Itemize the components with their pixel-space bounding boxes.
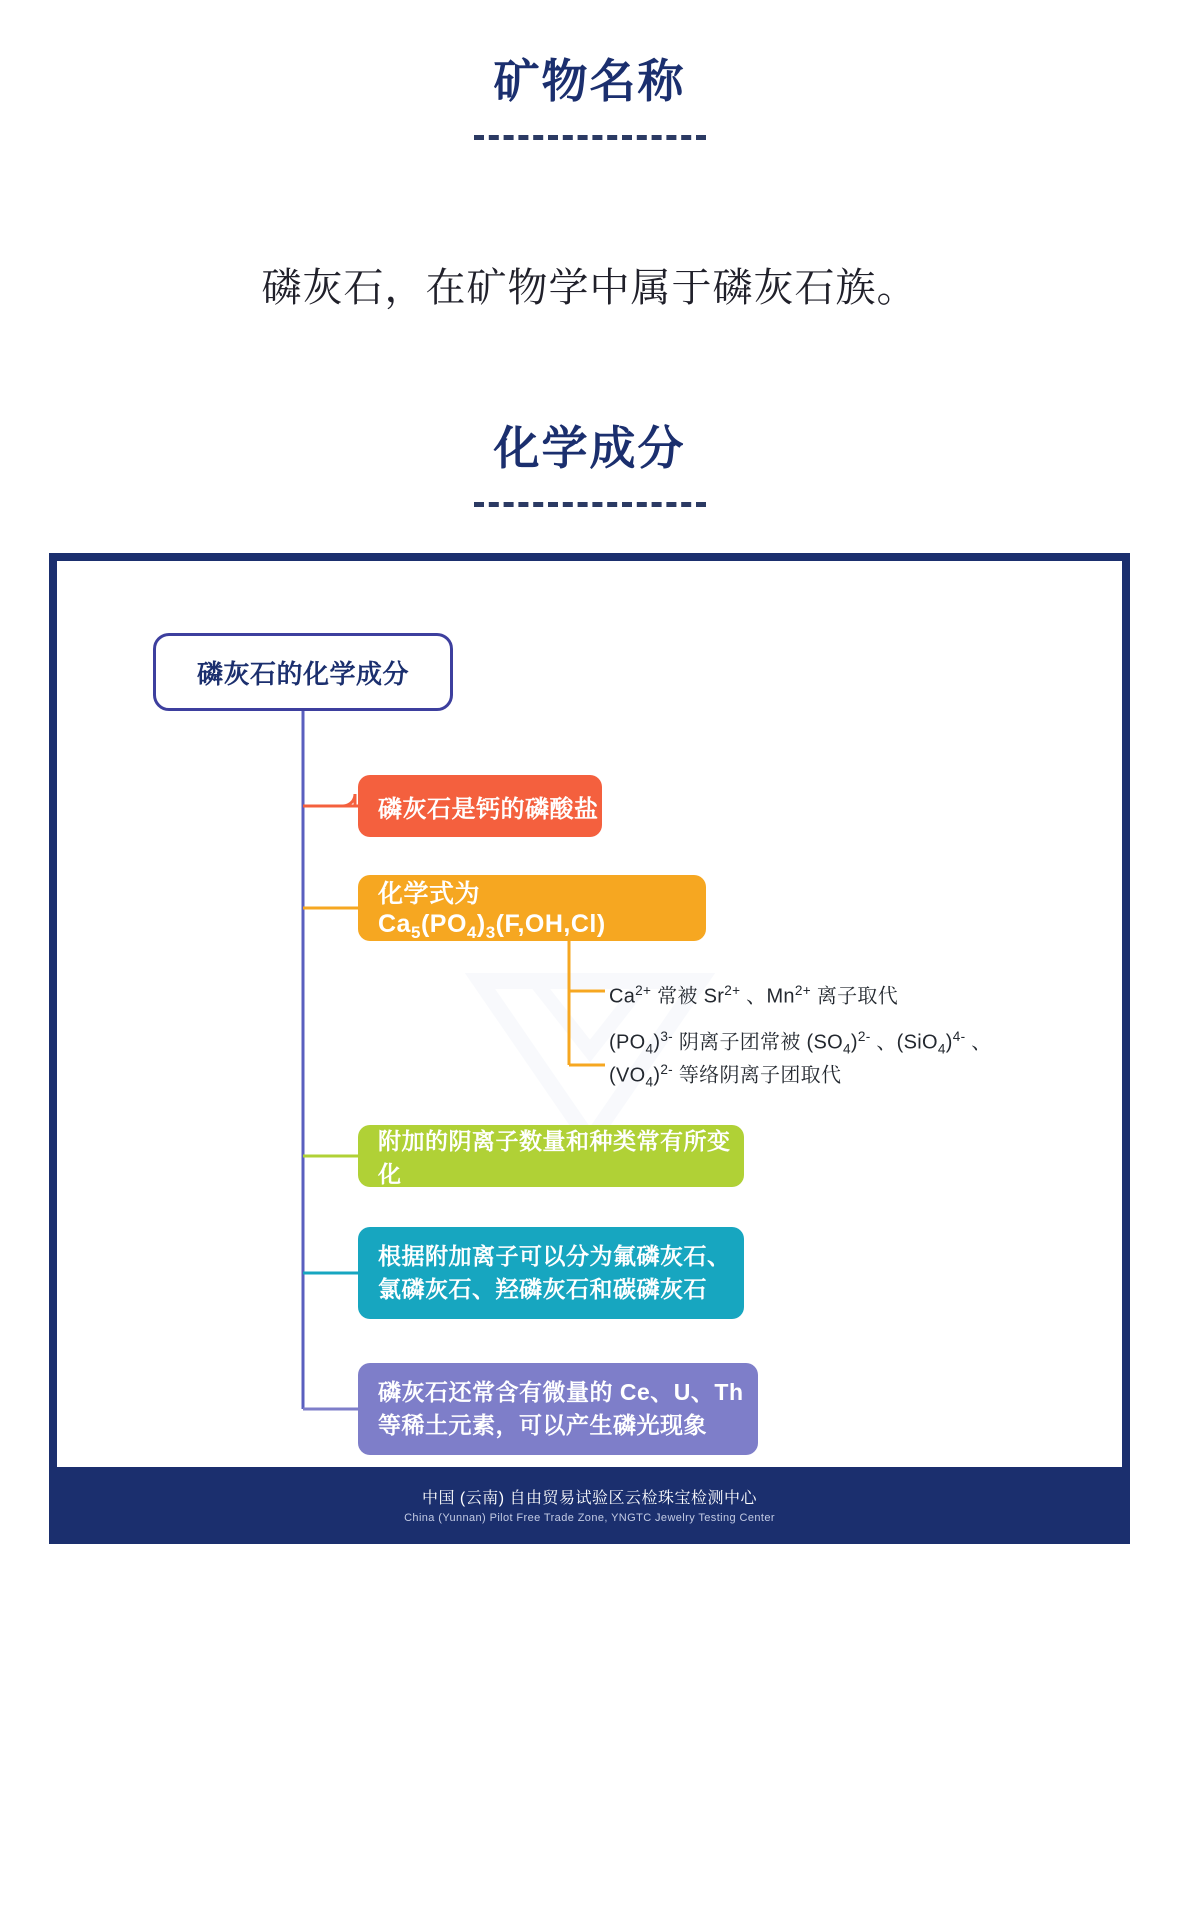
mindmap-node-classification [358,1227,744,1319]
mindmap-node-phosphate [358,775,602,837]
dashed-divider [474,502,706,507]
footer-text-cn: 中国 (云南) 自由贸易试验区云检珠宝检测中心 [421,1490,758,1508]
section-title: 化学成分 [493,422,686,475]
mindmap-card [49,553,1130,1544]
mindmap-node-formula [358,875,706,941]
mindmap-node-anion-variation [358,1125,744,1187]
mindmap-node-label: 磷灰石还常含有微量的 Ce、U、Th 等稀土元素，可以产生磷光现象 [378,1379,744,1439]
dashed-divider [474,135,706,140]
card-footer [57,1467,1122,1544]
section-heading-mineral-name [0,0,1179,140]
intro-paragraph: 磷灰石，在矿物学中属于磷灰石族。 [261,265,918,311]
mindmap-node-label: 附加的阴离子数量和种类常有所变化 [378,1128,731,1188]
mindmap-subnote-anion-substitution: $(PO_4)^{3-}$ 阴离子团常被 $(SO_4)^{2-}$ 、$(SiO_4)^{4-}$ 、 $(VO_4)^{2-}$ 等络阴离子团取代 [609,1029,992,1091]
mindmap-card-body [57,561,1122,1467]
section-title: 矿物名称 [493,55,686,107]
mindmap-node-label: 化学式为 $Ca_5(PO_4)_3(F,OH,Cl)$ [378,879,606,942]
mindmap-subnote-cation-substitution: $Ca^{2+}$ 常被 $Sr^{2+}$ 、$Mn^{2+}$ 离子取代 [609,983,899,1009]
section-heading-chemical-composition [0,313,1179,507]
mindmap-root-node [153,633,453,711]
mindmap-node-label: 磷灰石是钙的磷酸盐 [378,795,599,823]
mindmap-root-label: 磷灰石的化学成分 [196,658,409,689]
mindmap-node-trace-elements [358,1363,758,1455]
mindmap [87,595,1096,1439]
mindmap-node-label: 根据附加离子可以分为氟磷灰石、氯磷灰石、羟磷灰石和碳磷灰石 [378,1243,731,1303]
footer-text-en: China (Yunnan) Pilot Free Trade Zone, YNGTC Jewelry Testing Center [404,1512,775,1525]
